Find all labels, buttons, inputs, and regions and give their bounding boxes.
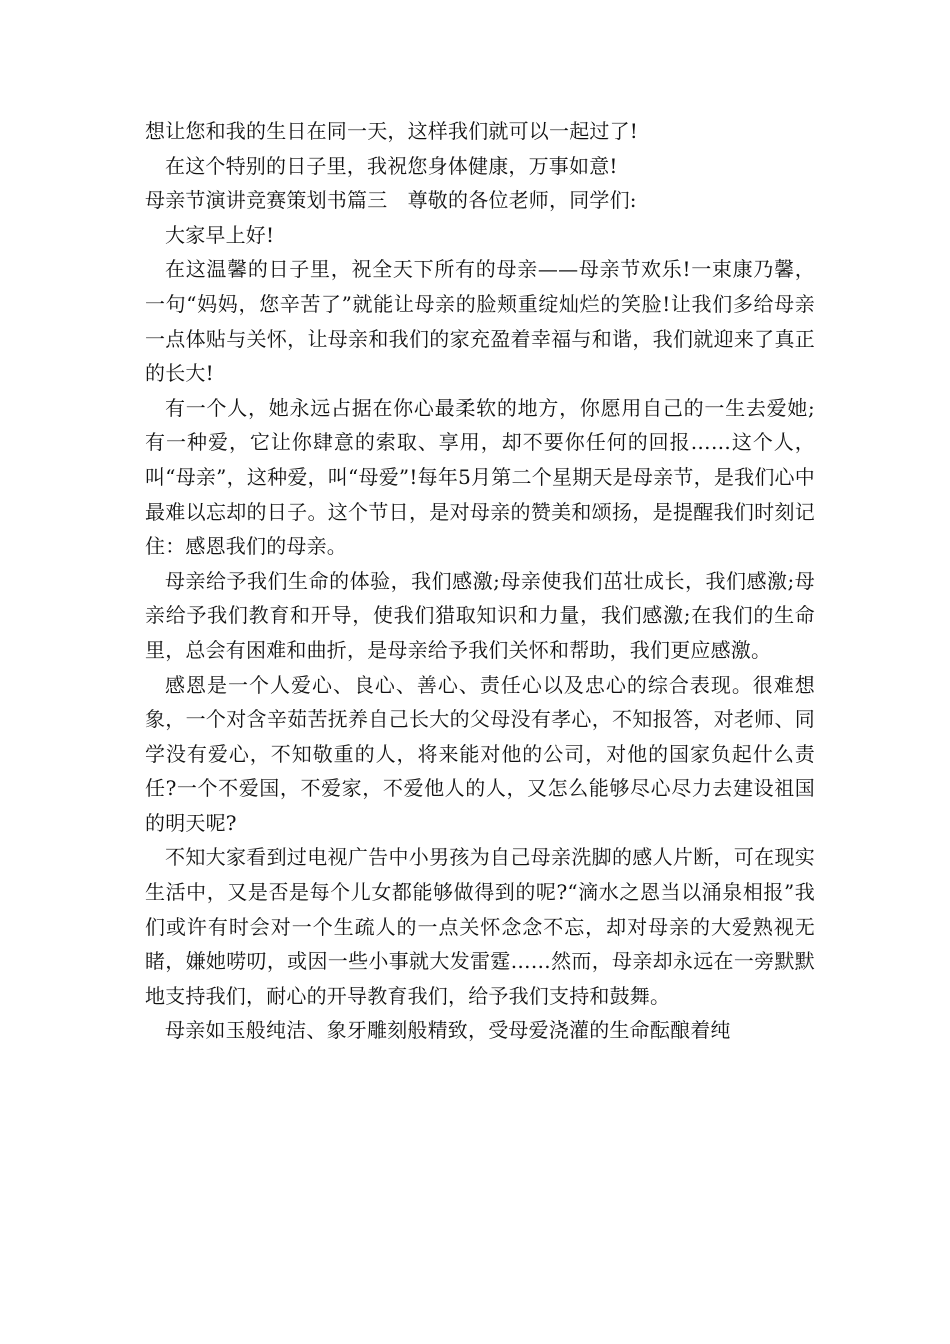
paragraph-7: 母亲给予我们生命的体验，我们感激;母亲使我们茁壮成长，我们感激;母亲给予我们教育和开导，使我们猎取知识和力量，我们感激;在我们的生命里，总会有困难和曲折，是母亲给予我们关怀和帮助，我们更应感激。	[145, 568, 815, 662]
paragraph-5: 在这温馨的日子里，祝全天下所有的母亲——母亲节欢乐!一束康乃馨，一句“妈妈，您辛苦了”就能让母亲的脸颊重绽灿烂的笑脸!让我们多给母亲一点体贴与关怀，让母亲和我们的家充盈着幸福与和谐，我们就迎来了真正的长大!	[145, 257, 815, 386]
paragraph-1: 想让您和我的生日在同一天，这样我们就可以一起过了!	[145, 119, 639, 143]
paragraph-10: 母亲如玉般纯洁、象牙雕刻般精致，受母爱浇灌的生命酝酿着纯	[165, 1018, 731, 1043]
document-body	[145, 114, 815, 1048]
paragraph-8: 感恩是一个人爱心、良心、善心、责任心以及忠心的综合表现。很难想象，一个对含辛茹苦抚养自己长大的父母没有孝心，不知报答，对老师、同学没有爱心，不知敬重的人，将来能对他的公司，对他的国家负起什么责任?一个不爱国，不爱家，不爱他人的人，又怎么能够尽心尽力去建设祖国的明天呢?	[145, 672, 815, 835]
paragraph-6: 有一个人，她永远占据在你心最柔软的地方，你愿用自己的一生去爱她;有一种爱，它让你肆意的索取、享用，却不要你任何的回报……这个人，叫“母亲”，这种爱，叫“母爱”!每年5月第二个星期天是母亲节，是我们心中最难以忘却的日子。这个节日，是对母亲的赞美和颂扬，是提醒我们时刻记住：感恩我们的母亲。	[145, 395, 815, 559]
paragraph-9: 不知大家看到过电视广告中小男孩为自己母亲洗脚的感人片断，可在现实生活中，又是否是每个儿女都能够做得到的呢?“滴水之恩当以涌泉相报”我们或许有时会对一个生疏人的一点关怀念念不忘，却对母亲的大爱熟视无睹，嫌她唠叨，或因一些小事就大发雷霆……然而，母亲却永远在一旁默默地支持我们，耐心的开导教育我们，给予我们支持和鼓舞。	[145, 845, 815, 1008]
section-heading: 母亲节演讲竞赛策划书篇三 尊敬的各位老师，同学们:	[145, 188, 637, 213]
paragraph-2: 在这个特别的日子里，我祝您身体健康，万事如意!	[165, 153, 618, 178]
greeting: 大家早上好!	[165, 222, 275, 247]
